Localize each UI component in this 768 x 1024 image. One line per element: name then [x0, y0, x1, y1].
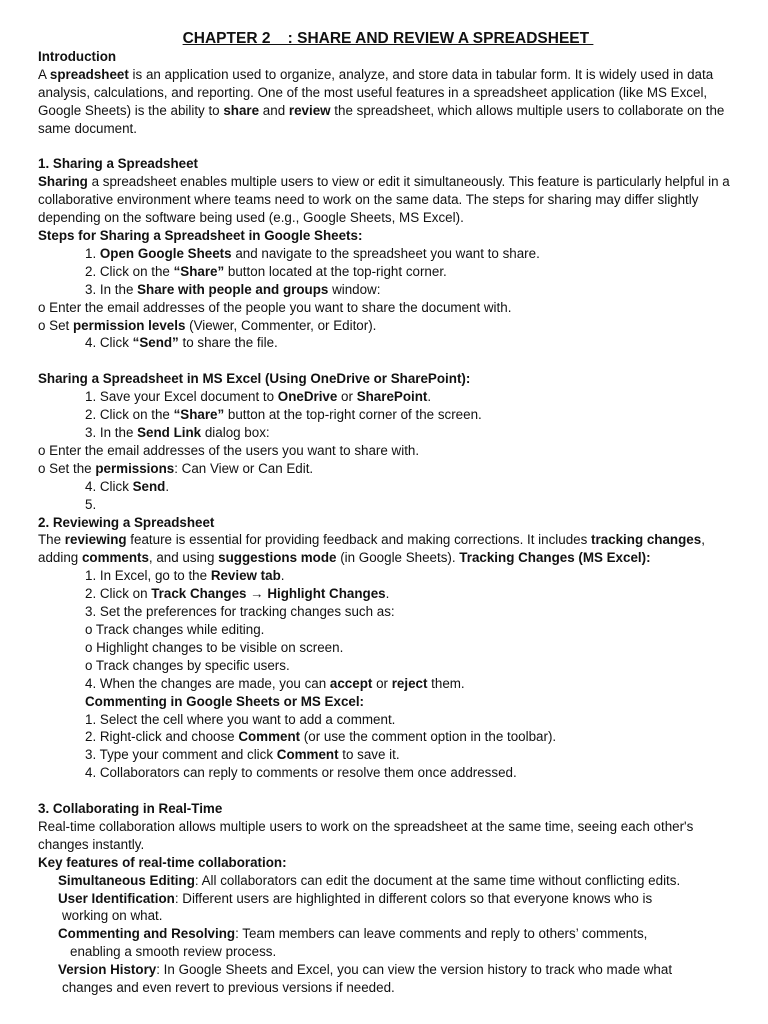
text-run: 2. Click on: [85, 586, 152, 602]
text-run: .: [280, 568, 285, 584]
text-run: The: [38, 532, 65, 548]
section-1-heading: 1. Sharing a Spreadsheet: [38, 156, 199, 172]
text-bold: accept: [329, 675, 373, 691]
section-2-heading: 2. Reviewing a Spreadsheet: [38, 514, 215, 530]
text-run: 4. Click: [85, 335, 133, 351]
text-run: 2. Right-click and choose: [85, 729, 239, 745]
text-run: : In Google Sheets and Excel, you can view the version history to track who made what: [156, 962, 673, 978]
text-run: button located at the top-right corner.: [224, 263, 447, 279]
section-3-paragraph: Real-time collaboration allows multiple users to work on the spreadsheet at the same time, seeing each other's changes instantly.: [38, 818, 694, 852]
text-bold: Sharing: [38, 174, 88, 190]
text-run: 2. Click on the: [85, 407, 174, 423]
text-bold: Open Google Sheets: [99, 245, 232, 261]
text-run: 4. When the changes are made, you can: [85, 675, 330, 691]
list-item: [38, 585, 738, 603]
text-run: (Viewer, Commenter, or Editor).: [185, 317, 377, 333]
list-item: [38, 245, 738, 263]
list-item: [38, 334, 738, 352]
text-run: and navigate to the spreadsheet you want to share.: [231, 245, 540, 261]
text-run: 1. In Excel, go to the: [85, 568, 211, 584]
bullet-item: o Highlight changes to be visible on screen.: [85, 639, 344, 655]
list-item: [38, 281, 738, 299]
text-bold: “Share”: [173, 263, 225, 279]
text-bold: “Share”: [173, 407, 225, 423]
list-item: 5.: [85, 496, 97, 512]
text-run: 3. Type your comment and click: [85, 747, 277, 763]
text-bold: Send Link: [137, 425, 202, 440]
text-bold: SharePoint: [356, 389, 428, 405]
spacer: [38, 138, 738, 156]
bullet-item: [38, 460, 738, 478]
list-item: 3. Set the preferences for tracking changes such as:: [85, 604, 395, 620]
text-run: : Different users are highlighted in different colors so that everyone knows who is: [174, 890, 653, 906]
feature-item: [38, 872, 738, 890]
text-bold: Version History: [58, 962, 157, 978]
text-bold: reviewing: [64, 532, 127, 548]
text-run: dialog box:: [201, 425, 270, 440]
list-item: 4. Collaborators can reply to comments or resolve them once addressed.: [85, 765, 517, 781]
text-run: .: [427, 389, 432, 405]
text-run: (or use the comment option in the toolbar).: [300, 729, 557, 745]
google-steps-heading: Steps for Sharing a Spreadsheet in Google Sheets:: [38, 228, 363, 244]
text-run: to share the file.: [178, 335, 278, 351]
text-bold: Comment: [276, 747, 339, 763]
text-bold: spreadsheet: [49, 66, 129, 82]
text-bold: User Identification: [58, 890, 175, 906]
section-3-heading: 3. Collaborating in Real-Time: [38, 801, 223, 817]
bullet-item: o Enter the email addresses of the users you want to share with.: [38, 442, 420, 458]
text-bold: OneDrive: [277, 389, 338, 405]
text-bold: Share with people and groups: [137, 281, 329, 297]
list-item: [38, 567, 738, 585]
list-item: [38, 728, 738, 746]
text-run: 1. Save your Excel document to: [85, 389, 278, 405]
text-run: button at the top-right corner of the screen.: [224, 407, 482, 423]
text-run: 2. Click on the: [85, 263, 174, 279]
text-run: 3. In the: [85, 425, 138, 440]
text-run: 1.: [85, 245, 100, 261]
text-bold: tracking changes: [591, 532, 702, 548]
text-run: : Team members can leave comments and reply to others’ comments,: [235, 926, 648, 942]
text-run: 3. In the: [85, 281, 138, 297]
text-run: .: [385, 586, 390, 602]
text-run: a spreadsheet enables multiple users to view or edit it simultaneously. This feature is particularly helpful in a collaborative environment where teams need to work on the same data. The steps for sharing may differ slightly depending on the software being used (e.g., Google Sheets, MS Excel).: [38, 174, 730, 226]
list-item: 1. Select the cell where you want to add a comment.: [85, 711, 396, 727]
feature-item: [38, 925, 738, 943]
text-run: window:: [328, 281, 381, 297]
text-bold: Comment: [238, 729, 301, 745]
text-run: (in Google Sheets).: [336, 550, 460, 566]
section-1-paragraph: [38, 173, 738, 227]
bullet-item: [38, 317, 738, 335]
list-item: [38, 388, 738, 406]
section-2-paragraph: [38, 531, 738, 567]
text-run: is an application used to organize, analyze, and store data in tabular form. It is widely used in data analysis, calculations, and reporting. One of the most useful features in a spreadsheet application (like MS Excel, Google Sheets) is the ability to: [38, 66, 714, 118]
text-run: , and using: [148, 550, 219, 566]
text-run: or: [337, 389, 357, 405]
list-item: [38, 675, 738, 693]
excel-steps-heading: Sharing a Spreadsheet in MS Excel (Using OneDrive or SharePoint):: [38, 371, 471, 387]
feature-continuation: enabling a smooth review process.: [70, 944, 277, 960]
text-bold: “Send”: [132, 335, 179, 351]
text-bold: Commenting and Resolving: [58, 926, 236, 942]
list-item: [38, 263, 738, 281]
text-bold: permissions: [95, 460, 175, 476]
key-features-heading: Key features of real-time collaboration:: [38, 854, 287, 870]
list-item: [38, 406, 738, 424]
text-bold: suggestions mode: [218, 550, 337, 566]
text-run: : All collaborators can edit the document at the same time without conflicting edits.: [194, 872, 681, 888]
text-bold: Simultaneous Editing: [58, 872, 195, 888]
bullet-item: o Track changes by specific users.: [85, 657, 290, 673]
feature-continuation: working on what.: [62, 908, 163, 924]
feature-continuation: changes and even revert to previous versions if needed.: [62, 980, 395, 996]
feature-item: [38, 890, 738, 908]
bullet-item: o Track changes while editing.: [85, 621, 265, 637]
text-run: .: [165, 478, 170, 494]
text-bold: reject: [391, 675, 428, 691]
text-bold: permission levels: [73, 317, 186, 333]
list-item: [38, 746, 738, 764]
spacer: [38, 352, 738, 370]
text-run: 4. Click: [85, 478, 133, 494]
introduction-paragraph: [38, 66, 738, 138]
text-run: and: [259, 102, 289, 118]
chapter-title: CHAPTER 2 : SHARE AND REVIEW A SPREADSHEET: [182, 30, 594, 47]
text-run: or: [372, 675, 392, 691]
text-run: : Can View or Can Edit.: [174, 460, 314, 476]
text-run: the spreadsheet, which allows multiple users to collaborate on the same document.: [38, 102, 725, 136]
text-bold: Review tab: [210, 568, 281, 584]
spacer: [38, 782, 738, 800]
text-bold: review: [288, 102, 331, 118]
text-run: to save it.: [338, 747, 400, 763]
text-bold: comments: [81, 550, 149, 566]
text-bold: Track Changes → Highlight Changes: [151, 586, 386, 602]
introduction-heading: Introduction: [38, 49, 117, 64]
feature-item: [38, 961, 738, 979]
list-item: [38, 424, 738, 442]
bullet-item: o Enter the email addresses of the people you want to share the document with.: [38, 299, 512, 315]
commenting-heading: Commenting in Google Sheets or MS Excel:: [85, 693, 365, 709]
list-item: [38, 478, 738, 496]
text-run: feature is essential for providing feedback and making corrections. It includes: [126, 532, 592, 548]
text-bold: share: [223, 102, 260, 118]
text-bold: Tracking Changes (MS Excel):: [459, 550, 651, 566]
text-run: A: [38, 66, 50, 82]
text-bold: Send: [132, 478, 166, 494]
text-run: o Set: [38, 317, 73, 333]
text-run: , adding: [38, 532, 705, 566]
text-run: o Set the: [38, 460, 96, 476]
text-run: them.: [427, 675, 465, 691]
